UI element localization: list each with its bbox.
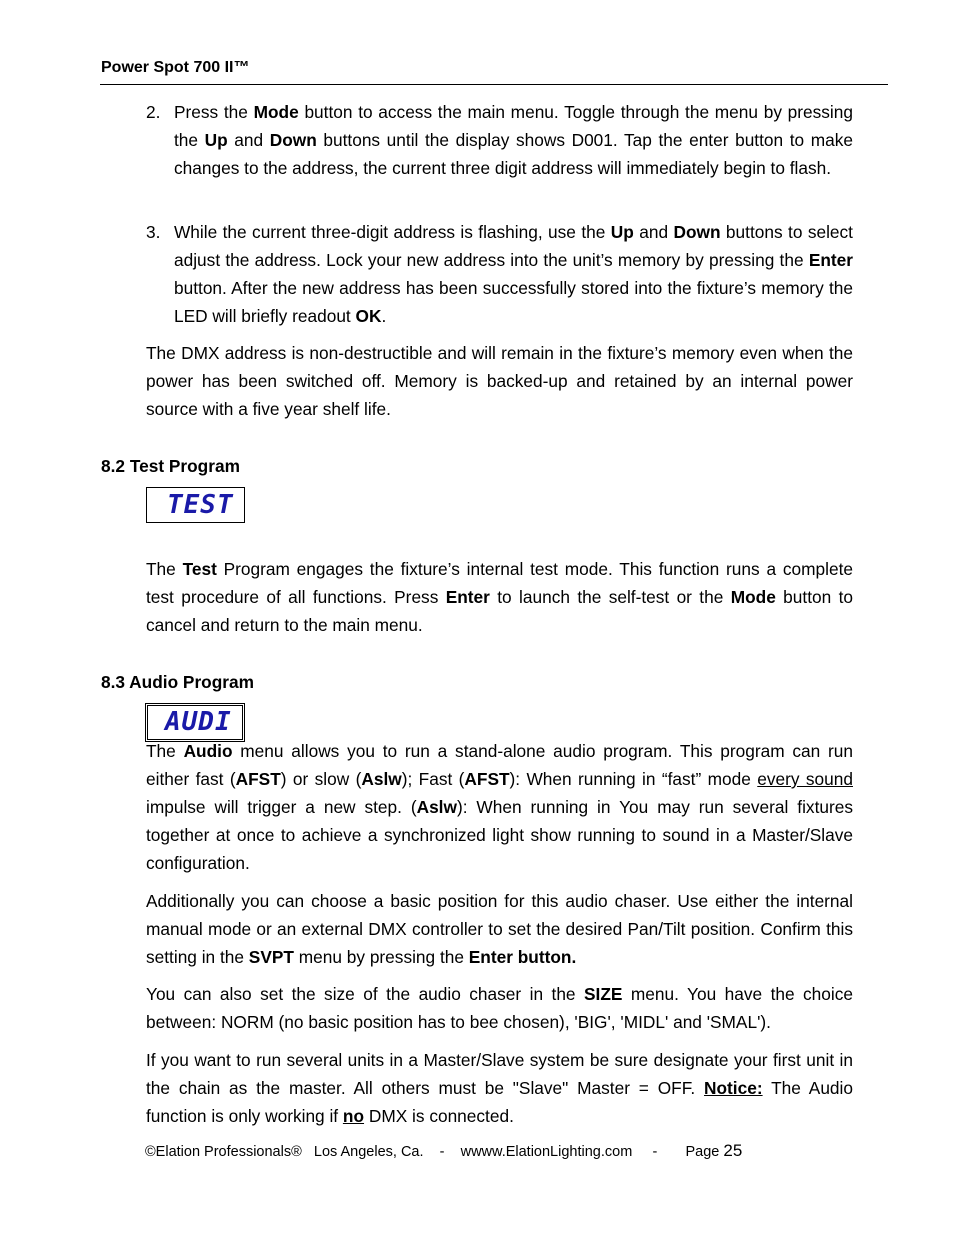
text-run: Test xyxy=(182,559,217,579)
text-run: ): When running in “fast” mode xyxy=(509,769,758,789)
text-run: Enter xyxy=(808,250,853,270)
text-run: to launch the self-test or the xyxy=(489,587,731,607)
text-run: AFST xyxy=(464,769,510,789)
text-run: Additionally you can choose a basic position for this audio chaser. Use either the internal manual mode or an external DMX controller to set the desired Pan/Tilt position. Confirm this setting in the xyxy=(146,891,853,967)
text-run: impulse will trigger a new step. ( xyxy=(146,797,417,817)
footer-city: Los Angeles, Ca. xyxy=(313,1144,424,1160)
text-run: Up xyxy=(610,222,634,242)
text-run: ); Fast ( xyxy=(401,769,465,789)
text-run: and xyxy=(227,130,270,150)
text-run: DMX is connected. xyxy=(364,1106,514,1126)
footer-separator: - xyxy=(652,1144,658,1160)
text-run: and xyxy=(633,222,674,242)
text-run: The Audio function is only working if xyxy=(146,1078,853,1126)
step-number: 2. xyxy=(146,102,161,122)
text-run: SIZE xyxy=(584,984,623,1004)
text-run: Down xyxy=(269,130,317,150)
text-run: ): When running in You may run several fixtures together at once to achieve a synchronized light show running to sound in a Master/Slave configuration. xyxy=(146,797,853,873)
footer-page-label: Page xyxy=(685,1144,720,1160)
dmx-paragraph xyxy=(146,339,853,423)
text-run: AFST xyxy=(235,769,281,789)
text-run: OK xyxy=(355,306,382,326)
text-run: Down xyxy=(673,222,721,242)
audio-paragraph-2 xyxy=(146,887,853,971)
text-run: Audio xyxy=(183,741,233,761)
text-run: ) or slow ( xyxy=(280,769,362,789)
text-run: Program engages the fixture’s internal test mode. This function runs a complete test procedure of all functions. Press xyxy=(146,559,853,607)
step-paragraph xyxy=(174,98,853,182)
lcd-display-text: AUDI xyxy=(165,707,232,737)
footer-company: ©Elation Professionals® xyxy=(145,1144,302,1160)
footer-website: wwww.ElationLighting.com xyxy=(460,1144,633,1160)
audio-paragraph-4 xyxy=(146,1046,853,1130)
text-run: Mode xyxy=(253,102,299,122)
text-run: Enter button. xyxy=(468,947,577,967)
lcd-display-text: TEST xyxy=(167,490,234,520)
lcd-display-test xyxy=(146,487,245,523)
footer-separator: - xyxy=(439,1144,445,1160)
text-run: . xyxy=(381,306,387,326)
text-run: While the current three-digit address is flashing, use the xyxy=(174,222,611,242)
text-run: button. After the new address has been successfully stored into the fixture’s memory the LED will briefly readout xyxy=(174,278,853,326)
text-run: If you want to run several units in a Master/Slave system be sure designate your first unit in the chain as the master. All others must be "Slave" Master = OFF. xyxy=(146,1050,853,1098)
text-run: The DMX address is non-destructible and will remain in the fixture’s memory even when the power has been switched off. Memory is backed-up and retained by an internal power source with a five year shelf life. xyxy=(146,343,853,419)
text-run: You can also set the size of the audio chaser in the xyxy=(146,984,584,1004)
test-paragraph xyxy=(146,555,853,639)
text-run: buttons until the display shows D001. Tap the enter button to make changes to the address, the current three digit address will immediately begin to flash. xyxy=(174,130,854,178)
text-run: no xyxy=(342,1106,365,1126)
header-rule xyxy=(100,84,888,85)
text-run: SVPT xyxy=(248,947,294,967)
audio-paragraph-3 xyxy=(146,980,853,1036)
text-run: Press the xyxy=(174,102,254,122)
text-run: menu. You have the choice between: NORM (no basic position has to bee chosen), 'BIG', 'MIDL' and 'SMAL'). xyxy=(146,984,853,1032)
text-run: menu by pressing the xyxy=(293,947,469,967)
page-header-title: Power Spot 700 II™ xyxy=(101,59,250,76)
text-run: Notice: xyxy=(704,1078,763,1098)
text-run: buttons to select adjust the address. Lock your new address into the unit’s memory by pressing the xyxy=(174,222,853,270)
text-run: menu allows you to run a stand-alone audio program. This program can run either fast ( xyxy=(146,741,853,789)
text-run: Mode xyxy=(730,587,776,607)
step-number: 3. xyxy=(146,222,161,242)
page-footer xyxy=(145,1140,742,1163)
text-run: Up xyxy=(204,130,228,150)
section-heading-test: 8.2 Test Program xyxy=(101,456,240,476)
text-run: button to cancel and return to the main menu. xyxy=(146,587,853,635)
text-run: The xyxy=(146,741,184,761)
text-run: Aslw xyxy=(361,769,402,789)
text-run: The xyxy=(146,559,183,579)
step-paragraph xyxy=(174,218,853,330)
section-heading-audio: 8.3 Audio Program xyxy=(101,672,254,692)
audio-paragraph-1 xyxy=(146,737,853,877)
text-run: Enter xyxy=(445,587,490,607)
footer-page-number: 25 xyxy=(723,1141,743,1160)
text-run: every sound xyxy=(757,769,853,789)
text-run: button to access the main menu. Toggle through the menu by pressing the xyxy=(174,102,853,150)
text-run: Aslw xyxy=(416,797,457,817)
